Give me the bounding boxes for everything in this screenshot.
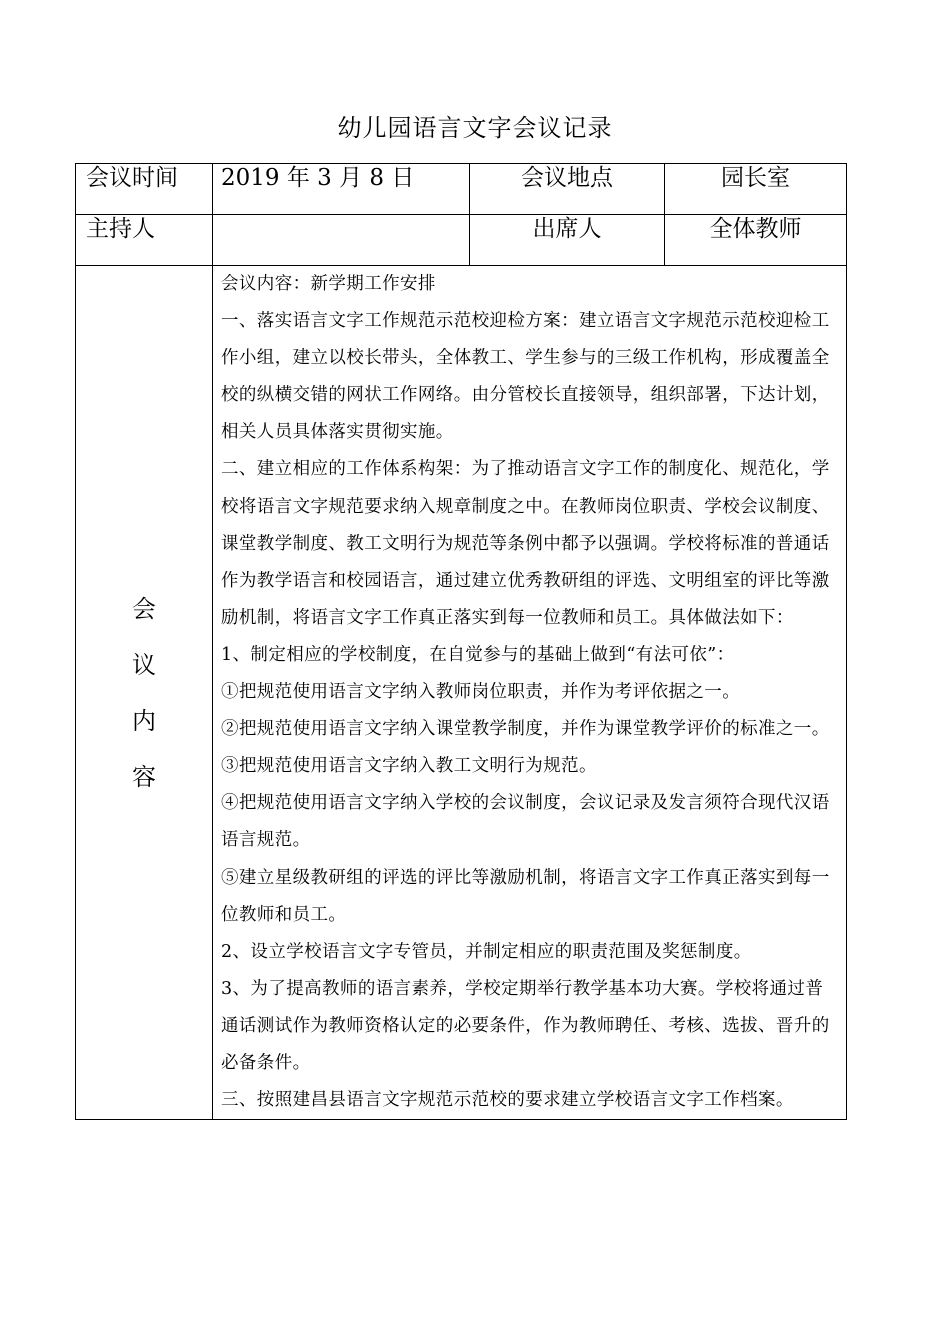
content-row [76, 266, 847, 1120]
host-value [213, 215, 470, 266]
content-paragraph: ②把规范使用语言文字纳入课堂教学制度，并作为课堂教学评价的标准之一。 [221, 719, 830, 740]
document-title: 幼儿园语言文字会议记录 [337, 114, 613, 142]
meeting-time-value: 2019 年 3 月 8 日 [213, 164, 470, 215]
meeting-place-value: 园长室 [665, 164, 847, 215]
header-row-time-place [76, 164, 847, 215]
attendees-value: 全体教师 [665, 215, 847, 266]
content-paragraph: 3、为了提高教师的语言素养，学校定期举行教学基本功大赛。学校将通过普通话测试作为教师资格认定的必要条件，作为教师聘任、考核、选拔、晋升的必备条件。 [221, 978, 830, 1073]
attendees-label: 出席人 [470, 215, 665, 266]
content-paragraph: 一、落实语言文字工作规范示范校迎检方案：建立语言文字规范示范校迎检工作小组，建立以校长带头，全体教工、学生参与的三级工作机构，形成覆盖全校的纵横交错的网状工作网络。由分管校长直接领导，组织部署，下达计划，相关人员具体落实贯彻实施。 [221, 311, 830, 443]
content-paragraph: ①把规范使用语言文字纳入教师岗位职责，并作为考评依据之一。 [221, 682, 741, 703]
meeting-place-label: 会议地点 [470, 164, 665, 215]
content-paragraph: 2、设立学校语言文字专管员，并制定相应的职责范围及奖惩制度。 [221, 941, 752, 962]
content-paragraph: 二、建立相应的工作体系构架：为了推动语言文字工作的制度化、规范化，学校将语言文字规范要求纳入规章制度之中。在教师岗位职责、学校会议制度、课堂教学制度、教工文明行为规范等条例中都予以强调。学校将标准的普通话作为教学语言和校园语言，通过建立优秀教研组的评选、文明组室的评比等激励机制，将语言文字工作真正落实到每一位教师和员工。具体做法如下： [221, 459, 830, 628]
side-label-char: 容 [132, 762, 156, 791]
side-label-char: 会 [132, 594, 156, 623]
content-paragraph: ⑤建立星级教研组的评选的评比等激励机制，将语言文字工作真正落实到每一位教师和员工。 [221, 867, 830, 925]
content-paragraph: ③把规范使用语言文字纳入教工文明行为规范。 [221, 756, 597, 777]
content-paragraph: 会议内容：新学期工作安排 [221, 274, 436, 294]
side-label-char: 内 [132, 706, 156, 735]
host-label: 主持人 [76, 215, 213, 266]
meeting-content-side-label [76, 266, 213, 1120]
meeting-record-table [75, 163, 847, 1120]
meeting-time-label: 会议时间 [76, 164, 213, 215]
content-paragraph: 1、制定相应的学校制度，在自觉参与的基础上做到“有法可依”： [221, 644, 735, 665]
content-paragraph: ④把规范使用语言文字纳入学校的会议制度，会议记录及发言须符合现代汉语语言规范。 [221, 793, 830, 851]
content-paragraph: 三、按照建昌县语言文字规范示范校的要求建立学校语言文字工作档案。 [221, 1090, 794, 1111]
header-row-host-attendees [76, 215, 847, 266]
meeting-content-body [213, 266, 847, 1120]
side-label-char: 议 [132, 650, 156, 679]
